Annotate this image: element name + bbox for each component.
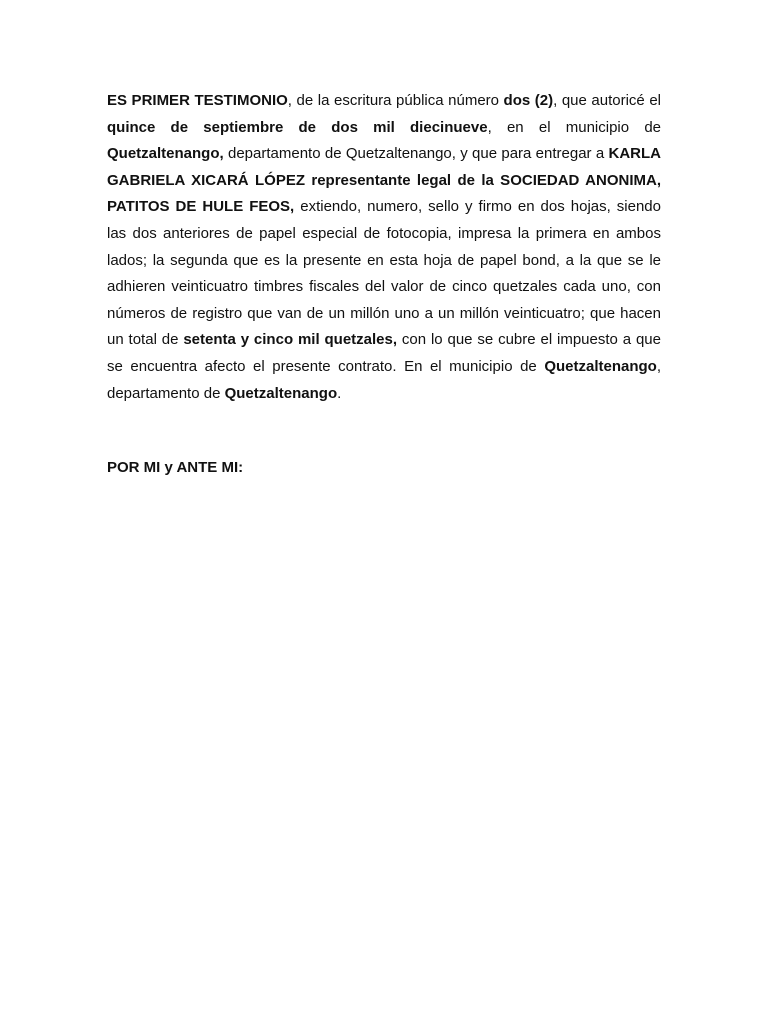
paragraph-run: departamento de Quetzaltenango, y que para entregar a: [223, 145, 609, 163]
paragraph-run: Quetzaltenango,: [107, 145, 224, 163]
paragraph-run: quince de septiembre de dos mil diecinueve: [107, 118, 488, 136]
paragraph-run: Quetzaltenango: [224, 384, 338, 402]
paragraph-run: setenta y cinco mil quetzales,: [183, 331, 398, 349]
paragraph-run: con lo que se cubre el impuesto a que se encuentra afecto el presente contrato. En el municipio de: [107, 331, 661, 375]
testimony-paragraph: [107, 88, 661, 407]
paragraph-run: Quetzaltenango: [544, 357, 657, 375]
paragraph-run: , de la escritura pública número: [287, 92, 504, 109]
paragraph-run: KARLA GABRIELA XICARÁ LÓPEZ representante legal de la SOCIEDAD ANONIMA, PATITOS DE HULE FEOS,: [107, 145, 661, 216]
paragraph-run: extiendo, numero, sello y firmo en dos hojas, siendo las dos anteriores de papel especial de fotocopia, impresa la primera en ambos lados; la segunda que es la presente en esta hoja de papel bond, a la que se le adhieren veinticuatro timbres fiscales del valor de cinco quetzales cada uno, con números de registro que van de un millón uno a un millón veinticuatro; que hacen un total de: [107, 198, 661, 349]
paragraph-run: dos (2): [503, 92, 554, 109]
paragraph-run: ES PRIMER TESTIMONIO: [107, 92, 288, 109]
paragraph-run: , departamento de: [107, 357, 661, 402]
closing-line: POR MI y ANTE MI:: [107, 459, 244, 476]
paragraph-run: , que autoricé el: [553, 92, 661, 109]
paragraph-run: , en el municipio de: [487, 118, 661, 136]
paragraph-run: .: [337, 384, 342, 402]
